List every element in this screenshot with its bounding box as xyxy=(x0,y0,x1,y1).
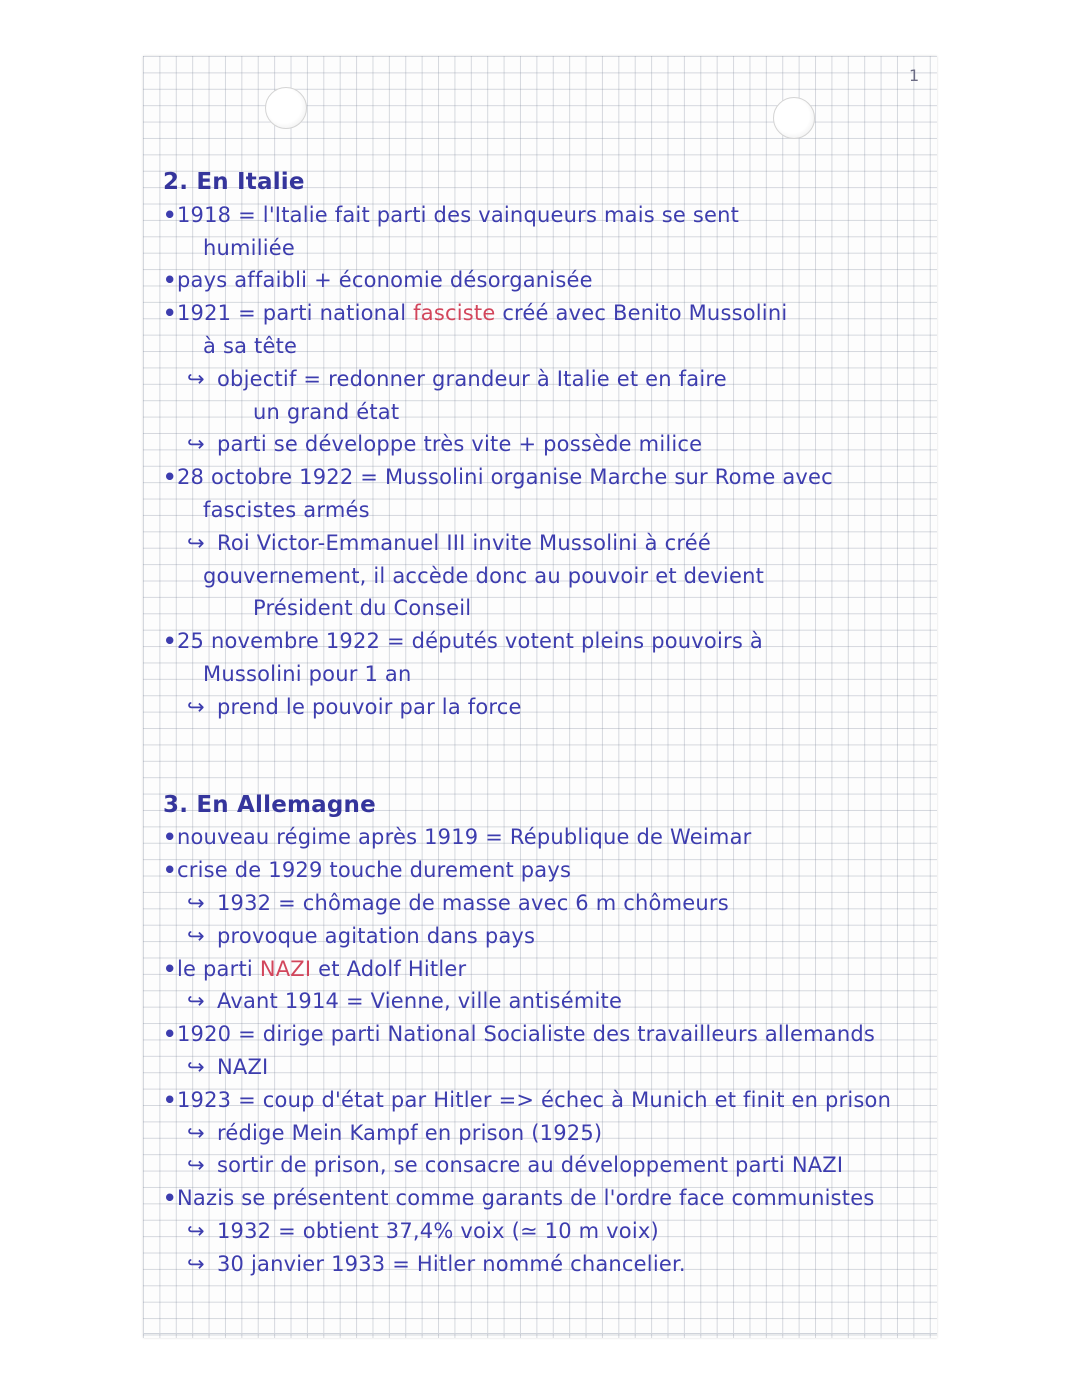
highlighted-term: NAZI xyxy=(259,956,312,981)
binder-hole-left xyxy=(265,87,307,129)
note-line xyxy=(163,494,933,527)
note-line xyxy=(163,1215,933,1248)
bullet-icon: • xyxy=(163,956,177,981)
note-line xyxy=(163,953,933,986)
section-gap xyxy=(163,724,933,789)
bullet-icon: • xyxy=(163,1186,177,1211)
arrow-icon: ↪ xyxy=(187,1218,205,1243)
note-text: rédige Mein Kampf en prison (1925) xyxy=(217,1120,603,1145)
arrow-icon: ↪ xyxy=(187,530,205,555)
binder-hole-right xyxy=(773,97,815,139)
bullet-icon: • xyxy=(163,858,177,883)
note-line xyxy=(163,264,933,297)
note-text: à sa tête xyxy=(203,333,298,358)
note-text: sortir de prison, se consacre au développement parti NAZI xyxy=(217,1153,844,1178)
note-text: gouvernement, il accède donc au pouvoir et devient xyxy=(203,563,765,588)
note-line xyxy=(163,560,933,593)
note-text: et Adolf Hitler xyxy=(311,956,467,981)
note-line xyxy=(163,854,933,887)
note-line xyxy=(163,396,933,429)
note-text: Mussolini pour 1 an xyxy=(203,661,412,686)
bullet-icon: • xyxy=(163,1022,177,1047)
note-text: provoque agitation dans pays xyxy=(217,923,536,948)
note-text: pays affaibli + économie désorganisée xyxy=(177,268,593,293)
note-text: prend le pouvoir par la force xyxy=(217,694,522,719)
arrow-icon: ↪ xyxy=(187,923,205,948)
arrow-icon: ↪ xyxy=(187,1251,205,1276)
note-text: 1918 = l'Italie fait parti des vainqueurs mais se sent xyxy=(177,202,740,227)
note-text: 1932 = chômage de masse avec 6 m chômeurs xyxy=(217,890,729,915)
note-text: NAZI xyxy=(217,1054,269,1079)
bullet-icon: • xyxy=(163,202,177,227)
arrow-icon: ↪ xyxy=(187,890,205,915)
page-number: 1 xyxy=(909,66,920,85)
note-line xyxy=(163,1117,933,1150)
note-line xyxy=(163,1018,933,1051)
note-text: 1923 = coup d'état par Hitler => échec à Munich et finit en prison xyxy=(177,1087,892,1112)
arrow-icon: ↪ xyxy=(187,694,205,719)
note-line xyxy=(163,1051,933,1084)
notes-content xyxy=(163,166,933,1281)
note-line xyxy=(163,1084,933,1117)
note-line xyxy=(163,363,933,396)
note-text: fascistes armés xyxy=(203,497,370,522)
note-text: 28 octobre 1922 = Mussolini organise Marche sur Rome avec xyxy=(177,465,833,490)
arrow-icon: ↪ xyxy=(187,1054,205,1079)
note-text: Avant 1914 = Vienne, ville antisémite xyxy=(217,989,623,1014)
note-text: Président du Conseil xyxy=(253,596,472,621)
note-line xyxy=(163,428,933,461)
section-title-italy: 2. En Italie xyxy=(163,169,305,195)
arrow-icon: ↪ xyxy=(187,432,205,457)
note-line xyxy=(163,920,933,953)
note-line xyxy=(163,232,933,265)
bullet-icon: • xyxy=(163,825,177,850)
arrow-icon: ↪ xyxy=(187,366,205,391)
note-line xyxy=(163,625,933,658)
section-title-germany: 3. En Allemagne xyxy=(163,791,376,818)
note-line xyxy=(163,461,933,494)
arrow-icon: ↪ xyxy=(187,1153,205,1178)
note-text: 1921 = parti national xyxy=(177,301,414,326)
note-line xyxy=(163,592,933,625)
note-text: humiliée xyxy=(203,235,296,260)
note-line xyxy=(163,887,933,920)
note-text: parti se développe très vite + possède milice xyxy=(217,432,703,457)
note-text: 25 novembre 1922 = députés votent pleins pouvoirs à xyxy=(177,629,763,654)
italy-notes xyxy=(163,199,933,724)
note-line xyxy=(163,658,933,691)
note-text: crise de 1929 touche durement pays xyxy=(177,858,572,883)
note-line xyxy=(163,199,933,232)
note-text: 1932 = obtient 37,4% voix (≃ 10 m voix) xyxy=(217,1218,659,1243)
note-text: le parti xyxy=(177,956,260,981)
bullet-icon: • xyxy=(163,465,177,490)
note-line xyxy=(163,1248,933,1281)
note-line xyxy=(163,1182,933,1215)
notebook-page xyxy=(143,56,937,1338)
bullet-icon: • xyxy=(163,301,177,326)
note-text: 30 janvier 1933 = Hitler nommé chancelier. xyxy=(217,1251,686,1276)
highlighted-term: fasciste xyxy=(413,301,496,326)
note-line xyxy=(163,985,933,1018)
bullet-icon: • xyxy=(163,268,177,293)
note-line xyxy=(163,691,933,724)
note-text: 1920 = dirige parti National Socialiste des travailleurs allemands xyxy=(177,1022,876,1047)
note-text: objectif = redonner grandeur à Italie et en faire xyxy=(217,366,727,391)
note-text: un grand état xyxy=(253,399,400,424)
germany-notes xyxy=(163,821,933,1280)
note-text: nouveau régime après 1919 = République de Weimar xyxy=(177,825,752,850)
note-text: créé avec Benito Mussolini xyxy=(495,301,788,326)
note-text: Nazis se présentent comme garants de l'ordre face communistes xyxy=(177,1186,875,1211)
bullet-icon: • xyxy=(163,629,177,654)
note-line xyxy=(163,1149,933,1182)
bullet-icon: • xyxy=(163,1087,177,1112)
arrow-icon: ↪ xyxy=(187,1120,205,1145)
note-text: Roi Victor-Emmanuel III invite Mussolini à créé xyxy=(217,530,711,555)
note-line xyxy=(163,330,933,363)
note-line xyxy=(163,821,933,854)
note-line xyxy=(163,297,933,330)
arrow-icon: ↪ xyxy=(187,989,205,1014)
note-line xyxy=(163,527,933,560)
